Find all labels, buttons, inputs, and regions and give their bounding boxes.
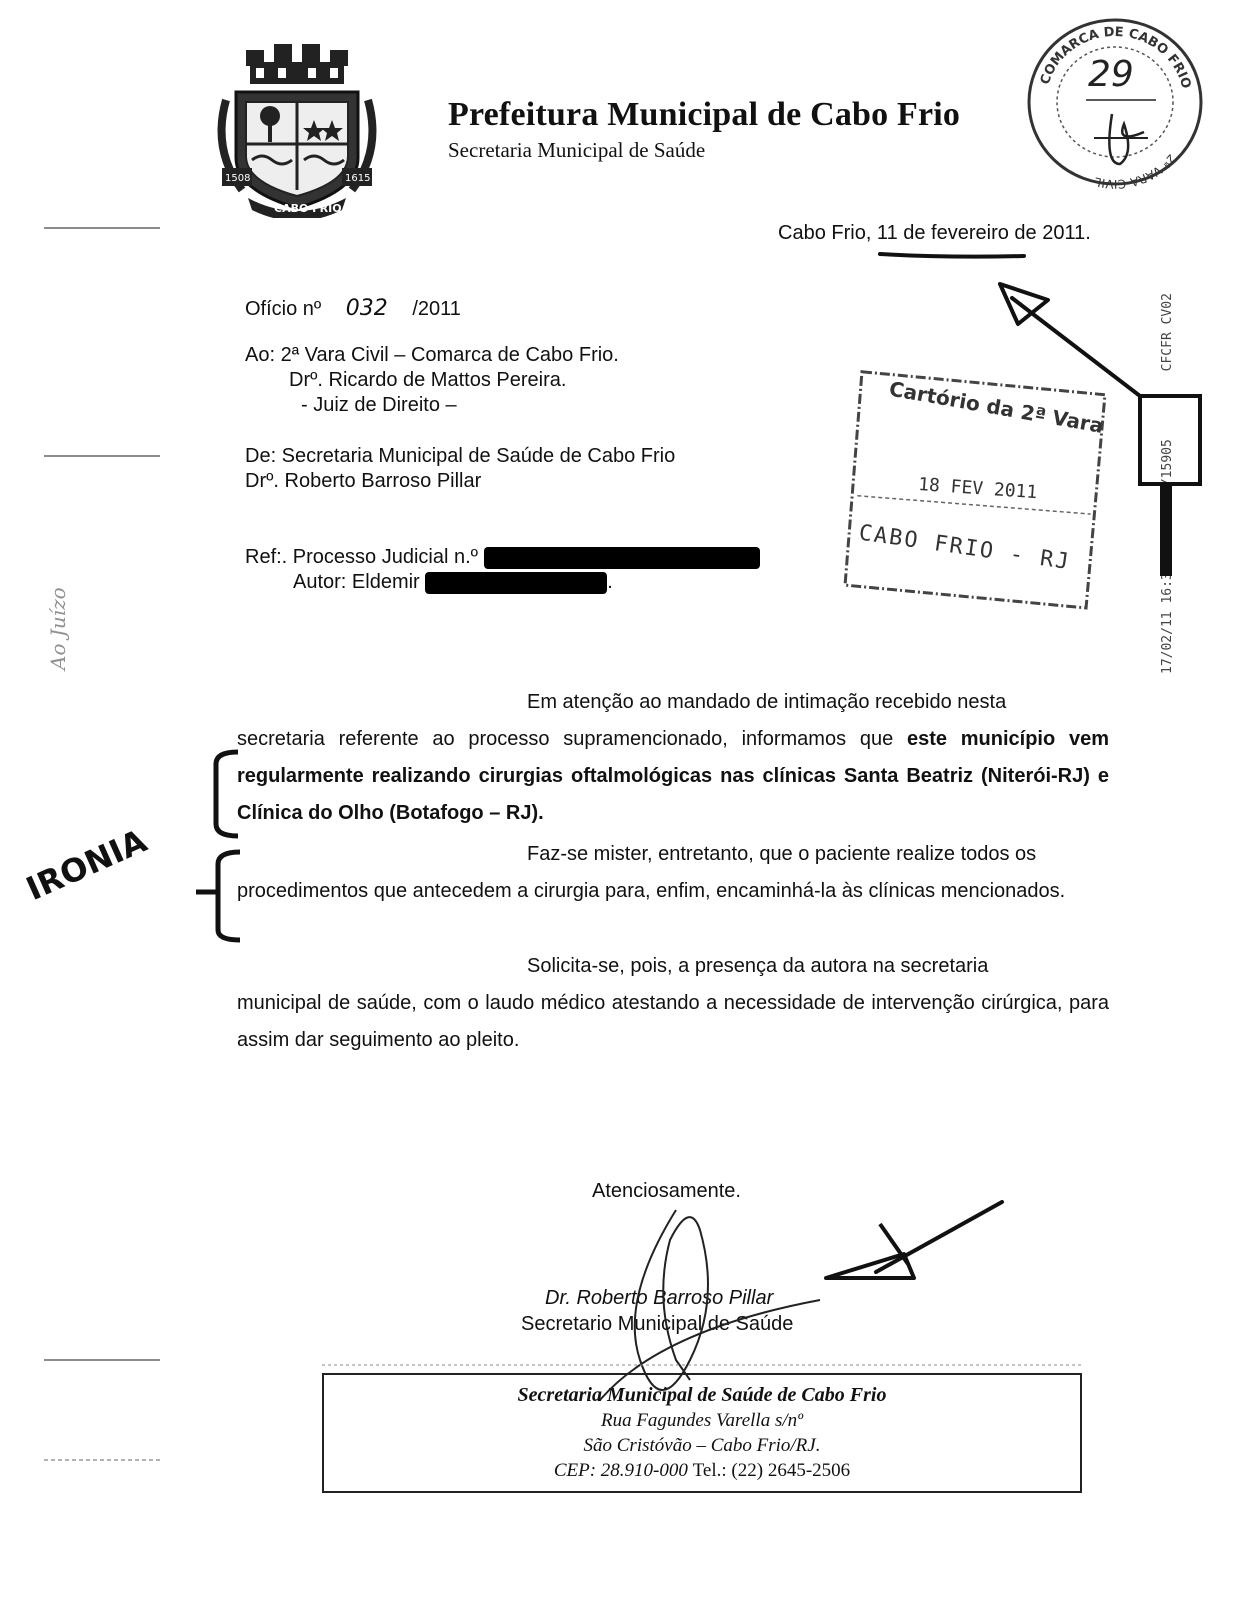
- letterhead-title: Prefeitura Municipal de Cabo Frio: [448, 96, 961, 133]
- recipient-line-2: Drº. Ricardo de Mattos Pereira.: [289, 369, 567, 391]
- recipient-line-3: - Juiz de Direito –: [301, 394, 457, 416]
- reference-author-label: Autor: Eldemir: [293, 571, 420, 593]
- registry-receipt-stamp: [840, 363, 1112, 616]
- sender-line-2: Drº. Roberto Barroso Pillar: [245, 470, 482, 492]
- stamp-registry-name: Cartório da 2ª Vara: [887, 376, 1106, 438]
- footer-cep: CEP: 28.910-000: [553, 1460, 688, 1481]
- footer-institution: Secretaria Municipal de Saúde de Cabo Frio: [517, 1384, 887, 1406]
- oficio-label: Ofício nº: [245, 298, 322, 320]
- reference-block: Ref:. Processo Judicial n.º Autor: Eldemir .: [245, 545, 760, 595]
- paragraph-1-lead: Em atenção ao mandado de intimação recebido nesta: [527, 691, 1007, 713]
- body-paragraph-3: [237, 948, 1109, 1059]
- oficio-year: /2011: [412, 298, 461, 320]
- signature-arrow-barb: [880, 1224, 908, 1264]
- city-crest-logo: [212, 40, 382, 218]
- letter-date: Cabo Frio, 11 de fevereiro de 2011.: [778, 222, 1091, 244]
- crest-ribbon-text: CABO FRIO: [274, 202, 342, 215]
- recipient-block: [245, 343, 619, 418]
- date-arrow-head: [1000, 284, 1048, 324]
- footer-district: São Cristóvão – Cabo Frio/RJ.: [583, 1435, 821, 1456]
- body-paragraph-1: [237, 684, 1109, 832]
- oficio-number-line: [245, 296, 461, 322]
- handwritten-ironia-note: IRONIA: [20, 821, 153, 908]
- paragraph-1-bold-text: este município vem regularmente realizando cirurgias oftalmológicas nas clínicas Santa Beatriz (Niterói-RJ) e Clínica do Olho (Botafogo – RJ).: [237, 728, 1109, 824]
- paragraph-3-lead: Solicita-se, pois, a presença da autora na secretaria: [527, 955, 989, 977]
- seal-ring-text: COMARCA DE CABO FRIO: [1037, 24, 1194, 91]
- letterhead-footer-box: [322, 1373, 1082, 1493]
- body-paragraph-2: [237, 836, 1109, 910]
- svg-text:2ª VARA CIVIL: [1093, 151, 1179, 190]
- side-protocol-number: [1160, 293, 1175, 674]
- oficio-number: 032: [345, 296, 388, 321]
- signature-arrow-shaft: [876, 1202, 1002, 1272]
- signature-arrow-head: [826, 1254, 914, 1278]
- margin-handwritten-note: Ao Juízo: [46, 587, 70, 670]
- court-page-seal: [1024, 14, 1206, 190]
- crest-year-right: 1615: [345, 173, 371, 184]
- letterhead-subtitle: Secretaria Municipal de Saúde: [448, 138, 706, 162]
- footer-street: Rua Fagundes Varella s/nº: [600, 1410, 804, 1431]
- seal-sheet-number: 29: [1088, 54, 1134, 95]
- footer-phone: Tel.: (22) 2645-2506: [692, 1460, 851, 1481]
- paragraph-1-bracket: [216, 752, 238, 836]
- stamp-location: CABO FRIO - RJ: [857, 520, 1073, 576]
- sender-line-1: De: Secretaria Municipal de Saúde de Cabo Frio: [245, 445, 676, 467]
- date-underline-mark: [880, 254, 1024, 257]
- stamp-received-date: 18 FEV 2011: [917, 473, 1038, 504]
- recipient-line-1: Ao: 2ª Vara Civil – Comarca de Cabo Frio.: [245, 344, 619, 366]
- paragraph-1-text: secretaria referente ao processo supramencionado, informamos que: [237, 728, 894, 750]
- seal-ring-graphic: [1024, 14, 1206, 190]
- signer-role: Secretario Municipal de Saúde: [521, 1313, 794, 1335]
- paragraph-3-text: municipal de saúde, com o laudo médico atestando a necessidade de intervenção cirúrgica, para assim dar seguimento ao pleito.: [237, 992, 1109, 1051]
- seal-ring-text-bottom: 2ª VARA CIVIL: [1093, 151, 1179, 190]
- sender-block: [245, 444, 675, 494]
- paragraph-2-lead: Faz-se mister, entretanto, que o paciente realize todos os: [527, 843, 1037, 865]
- redacted-process-number: [484, 547, 760, 569]
- closing-salutation: Atenciosamente.: [592, 1180, 741, 1202]
- signer-name: Dr. Roberto Barroso Pillar: [545, 1287, 774, 1309]
- side-protocol-text: 17/02/11 16:30 562646 01/15905: [1160, 439, 1175, 674]
- crest-year-left: 1508: [225, 173, 251, 184]
- side-protocol-code: CFCFR CV02: [1160, 293, 1175, 372]
- paragraph-2-text: procedimentos que antecedem a cirurgia para, enfim, encaminhá-la às clínicas mencionados.: [237, 880, 1066, 902]
- reference-process-label: Ref:. Processo Judicial n.º: [245, 546, 478, 568]
- redacted-author-surname: [425, 572, 607, 594]
